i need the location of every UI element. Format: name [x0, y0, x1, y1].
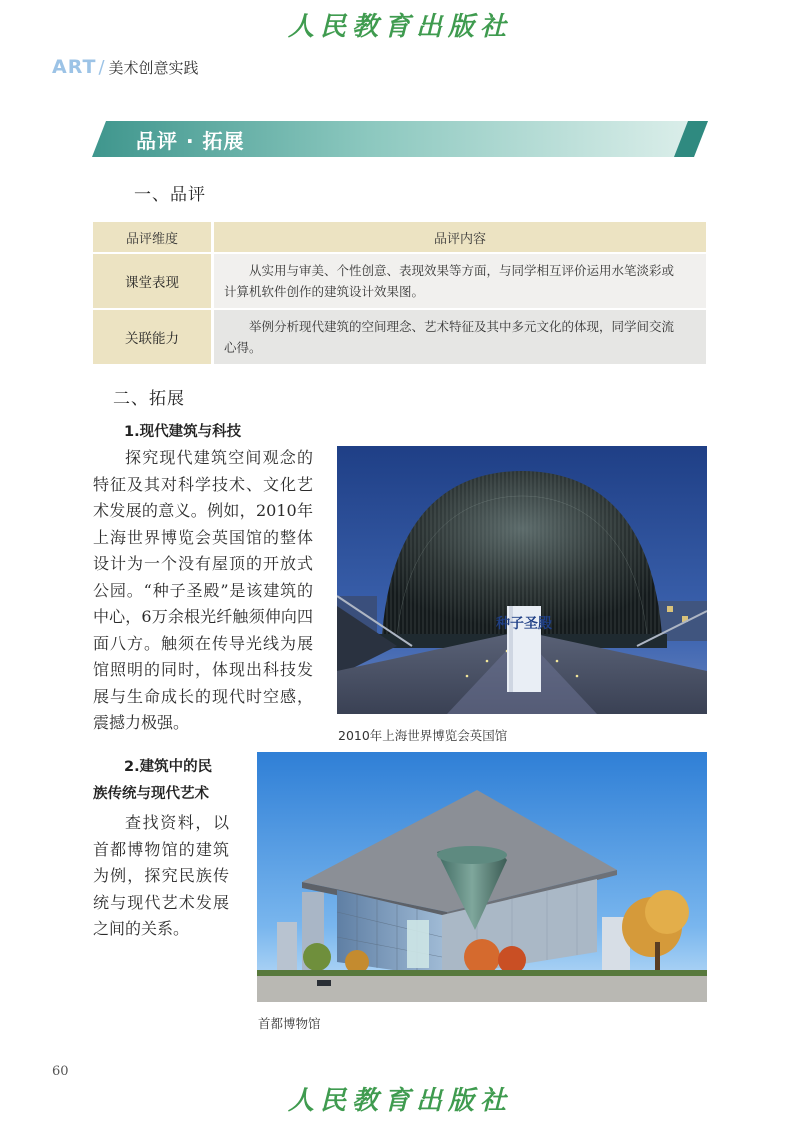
table-cell-content: 从实用与审美、个性创意、表现效果等方面，与同学相互评价运用水笔淡彩或计算机软件创作的建筑设计效果图。	[213, 253, 707, 309]
heading-extension: 二、拓展	[113, 389, 185, 409]
running-head-slash: /	[98, 57, 105, 78]
table-cell-content: 举例分析现代建筑的空间理念、艺术特征及其中多元文化的体现，同学间交流心得。	[213, 309, 707, 365]
section-banner	[92, 121, 708, 157]
table-header-row	[93, 222, 706, 253]
evaluation-table	[93, 222, 706, 366]
item1-paragraph: 探究现代建筑空间观念的特征及其对科学技术、文化艺术发展的意义。例如，2010年上海世界博览会英国馆的整体设计为一个没有屋顶的开放式公园。“种子圣殿”是该建筑的中心，6万余根光纤触须伸向四面八方。触须在传导光线为展馆照明的同时，体现出科技发展与生命成长的现代时空感，震撼力极强。	[93, 448, 313, 732]
table-cell-dimension: 关联能力	[93, 309, 213, 365]
running-head	[52, 56, 199, 80]
item1-title: 1.现代建筑与科技	[124, 424, 242, 440]
table-row	[93, 309, 706, 365]
table-header-content: 品评内容	[213, 222, 707, 253]
photo-capital-museum	[257, 752, 707, 1002]
running-head-art: ART	[52, 56, 97, 78]
page-number: 60	[52, 1064, 69, 1079]
item2-paragraph: 查找资料，以首都博物馆的建筑为例，探究民族传统与现代艺术发展之间的关系。	[93, 813, 229, 938]
publisher-logo-bottom: 人民教育出版社	[287, 1086, 512, 1116]
photo2-caption: 首都博物馆	[258, 1016, 321, 1031]
photo1-caption: 2010年上海世界博览会英国馆	[338, 728, 508, 743]
photo-uk-pavilion	[337, 446, 707, 714]
table-row	[93, 253, 706, 309]
section-banner-title: 品评 · 拓展	[136, 129, 245, 153]
uk-pavilion-illustration	[337, 446, 707, 714]
pavilion-sign-char: 种子圣殿	[496, 616, 552, 632]
heading-evaluation: 一、品评	[134, 185, 206, 205]
item2-title-line1: 2.建筑中的民	[124, 759, 213, 775]
running-head-subtitle: 美术创意实践	[108, 59, 199, 77]
publisher-logo-top: 人民教育出版社	[287, 12, 512, 42]
item2-title-line2: 族传统与现代艺术	[93, 786, 209, 802]
table-header-dimension: 品评维度	[93, 222, 213, 253]
table-cell-dimension: 课堂表现	[93, 253, 213, 309]
capital-museum-illustration	[257, 752, 707, 1002]
